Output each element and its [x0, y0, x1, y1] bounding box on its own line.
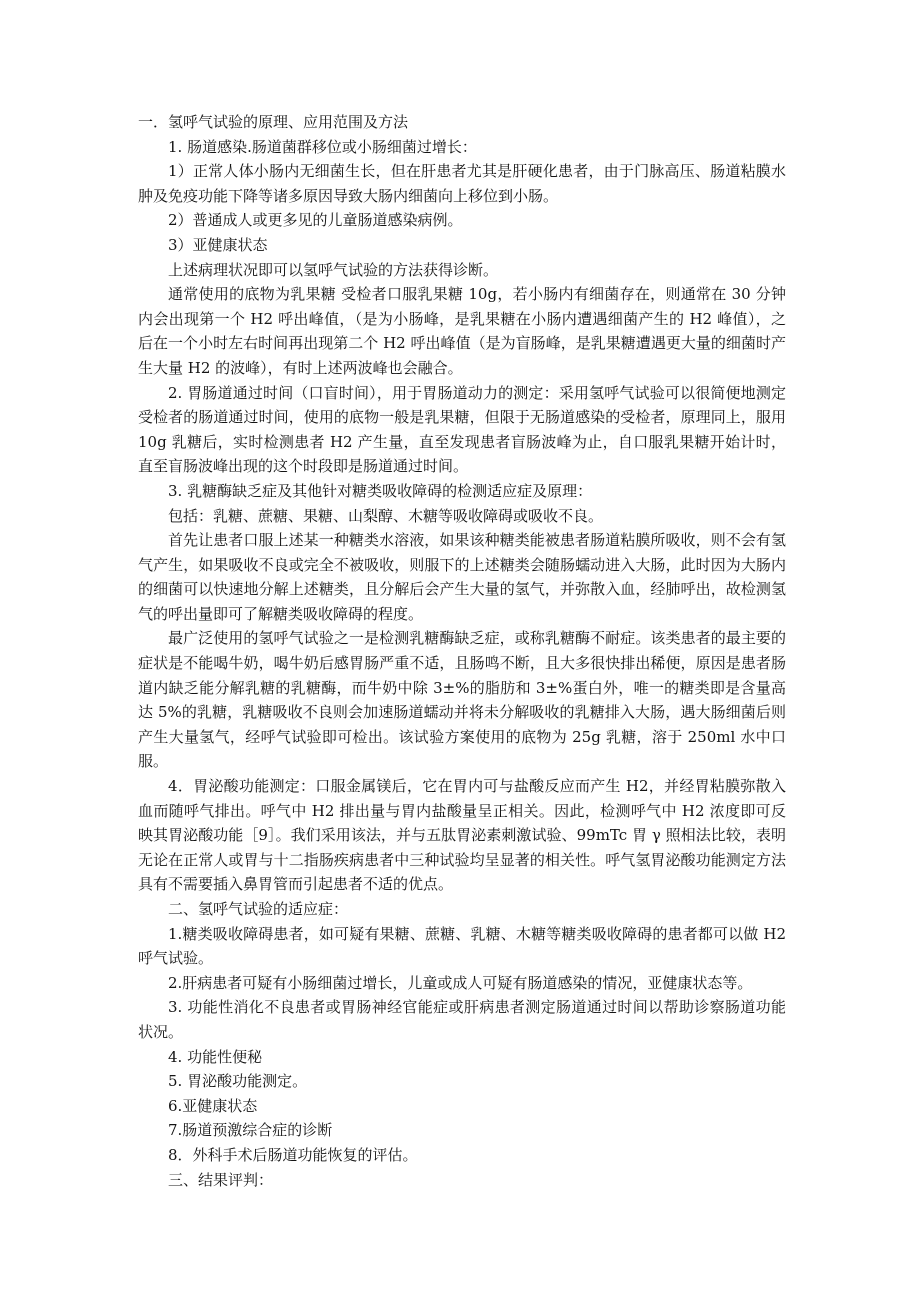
paragraph-lactulose-substrate: 通常使用的底物为乳果糖 受检者口服乳果糖 10g，若小肠内有细菌存在，则通常在 30 分钟内会出现第一个 H2 呼出峰值，（是为小肠峰，是乳果糖在小肠内遭遇细菌产生的 H2 峰值），之后在一个小时左右时间再出现第二个 H2 呼出峰值（是为盲肠峰，是乳果糖遭遇更大量的细菌时产生大量 H2 的波峰），有时上述两波峰也会融合。 [138, 285, 786, 377]
paragraph-sugar-solution: 首先让患者口服上述某一种糖类水溶液，如果该种糖类能被患者肠道粘膜所吸收，则不会有氢气产生，如果吸收不良或完全不被吸收，则服下的上述糖类会随肠蠕动进入大肠，此时因为大肠内的细菌可以快速地分解上述糖类，且分解后会产生大量的氢气，并弥散入血，经肺呼出，故检测氢气的呼出量即可了解糖类吸收障碍的程度。 [138, 531, 786, 623]
paragraph-diagnosis: 上述病理状况即可以氢呼气试验的方法获得诊断。 [168, 260, 499, 279]
document-body [138, 110, 786, 1192]
paragraph-includes-sugars: 包括：乳糖、蔗糖、果糖、山梨醇、木糖等吸收障碍或吸收不良。 [168, 506, 604, 525]
indication-item-7: 7.肠道预激综合症的诊断 [168, 1121, 333, 1140]
paragraph-gastric-acid: 4．胃泌酸功能测定：口服金属镁后，它在胃内可与盐酸反应而产生 H2，并经胃粘膜弥散入血而随呼气排出。呼气中 H2 排出量与胃内盐酸量呈正相关。因此，检测呼气中 H2 浓度即可反映其胃泌酸功能［9］。我们采用该法，并与五肽胃泌素刺激试验、99mTc 胃 γ 照相法比较，表明无论在正常人或胃与十二指肠疾病患者中三种试验均呈显著的相关性。呼气氢胃泌酸功能测定方法具有不需要插入鼻胃管而引起患者不适的优点。 [138, 777, 786, 894]
indication-item-3: 3. 功能性消化不良患者或胃肠神经官能症或肝病患者测定肠道通过时间以帮助诊察肠道功能状况。 [138, 998, 786, 1041]
paragraph-child-infection: 2）普通成人或更多见的儿童肠道感染病例。 [168, 211, 463, 230]
paragraph-normal-small-intestine: 1）正常人体小肠内无细菌生长，但在肝患者尤其是肝硬化患者，由于门脉高压、肠道粘膜水肿及免疫功能下降等诸多原因导致大肠内细菌向上移位到小肠。 [138, 162, 786, 205]
section-heading-1: 一．氢呼气试验的原理、应用范围及方法 [138, 113, 409, 131]
paragraph-subhealth: 3）亚健康状态 [168, 235, 268, 254]
indication-item-2: 2.肝病患者可疑有小肠细菌过增长，儿童或成人可疑有肠道感染的情况，亚健康状态等。 [168, 973, 753, 992]
indication-item-8: 8．外科手术后肠道功能恢复的评估。 [168, 1145, 418, 1164]
paragraph-lactose-intolerance: 最广泛使用的氢呼气试验之一是检测乳糖酶缺乏症，或称乳糖酶不耐症。该类患者的最主要的症状是不能喝牛奶，喝牛奶后感胃肠严重不适，且肠鸣不断，且大多很快排出稀便，原因是患者肠道内缺乏能分解乳糖的乳糖酶，而牛奶中除 3±%的脂肪和 3±%蛋白外，唯一的糖类即是含量高达 5%的乳糖，乳糖吸收不良则会加速肠道蠕动并将未分解吸收的乳糖排入大肠，遇大肠细菌后则产生大量氢气，经呼气试验即可检出。该试验方案使用的底物为 25g 乳糖，溶于 250ml 水中口服。 [138, 629, 786, 771]
section-heading-2: 二、氢呼气试验的适应症： [168, 900, 349, 918]
indication-item-4: 4. 功能性便秘 [168, 1047, 263, 1066]
indication-item-6: 6.亚健康状态 [168, 1096, 258, 1115]
indication-item-1: 1.糖类吸收障碍患者，如可疑有果糖、蔗糖、乳糖、木糖等糖类吸收障碍的患者都可以做 H2 呼气试验。 [138, 924, 786, 968]
indication-item-5: 5. 胃泌酸功能测定。 [168, 1072, 308, 1091]
section-heading-3: 三、结果评判： [168, 1170, 274, 1189]
subsection-heading-intestinal-infection: 1. 肠道感染.肠道菌群移位或小肠细菌过增长： [168, 137, 477, 156]
subsection-heading-lactase-deficiency: 3. 乳糖酶缺乏症及其他针对糖类吸收障碍的检测适应症及原理： [168, 481, 593, 500]
paragraph-transit-time: 2. 胃肠道通过时间（口盲时间），用于胃肠道动力的测定：采用氢呼气试验可以很简便地测定受检者的肠道通过时间，使用的底物一般是乳果糖，但限于无肠道感染的受检者，原理同上，服用 10g 乳糖后，实时检测患者 H2 产生量，直至发现患者盲肠波峰为止，自口服乳果糖开始计时，直至盲肠波峰出现的这个时段即是肠道通过时间。 [138, 383, 786, 476]
